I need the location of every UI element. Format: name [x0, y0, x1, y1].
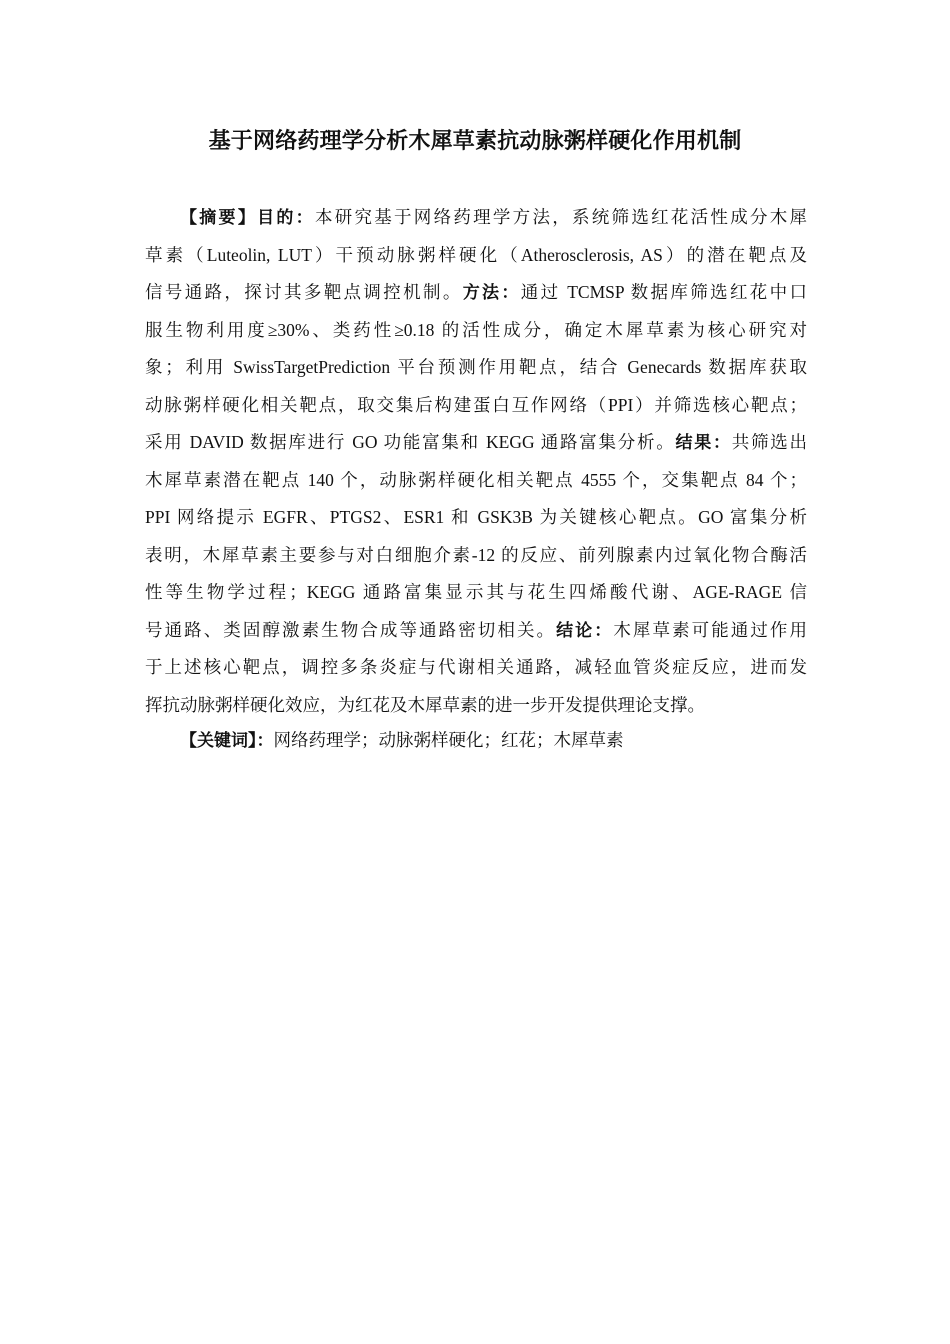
abstract-text: 表明，木犀草素主要参与对白细胞介素-12 的反应、前列腺素内过氧化物合酶活: [145, 544, 807, 565]
abstract-line: [145, 387, 807, 425]
abstract-line: [145, 237, 807, 275]
methods-label: 方法：: [462, 283, 521, 303]
abstract-line: [145, 537, 807, 575]
abstract-label: 【摘要】: [180, 208, 258, 228]
results-label: 结果：: [675, 433, 732, 453]
abstract-text: 性等生物学过程；KEGG 通路富集显示其与花生四烯酸代谢、AGE-RAGE 信: [145, 582, 807, 602]
conclusion-label: 结论：: [556, 620, 614, 641]
abstract-text: 动脉粥样硬化相关靶点，取交集后构建蛋白互作网络（PPI）并筛选核心靶点；: [145, 394, 807, 415]
abstract-text: PPI 网络提示 EGFR、PTGS2、ESR1 和 GSK3B 为关键核心靶点。GO 富集分析: [145, 507, 807, 527]
keywords-label: 【关键词】：: [180, 731, 274, 751]
abstract-text: 采用 DAVID 数据库进行 GO 功能富集和 KEGG 通路富集分析。: [145, 432, 676, 452]
abstract-text: 共筛选出: [731, 432, 807, 452]
abstract-line: [145, 499, 807, 537]
keywords-section: [145, 722, 807, 761]
abstract-line: [145, 574, 807, 612]
abstract-text: 象；利用 SwissTargetPrediction 平台预测作用靶点，结合 Genecards 数据库获取: [145, 357, 807, 377]
paper-title: 基于网络药理学分析木犀草素抗动脉粥样硬化作用机制: [208, 129, 742, 154]
abstract-line: [145, 424, 807, 462]
abstract-text: 通过 TCMSP 数据库筛选红花中口: [520, 282, 808, 302]
abstract-line: [145, 312, 807, 350]
abstract-text: 号通路、类固醇激素生物合成等通路密切相关。: [145, 619, 557, 640]
abstract-text: 草素（Luteolin, LUT）干预动脉粥样硬化（Atherosclerosis, AS）的潜在靶点及: [145, 244, 807, 265]
abstract-text: 本研究基于网络药理学方法，系统筛选红花活性成分木犀: [314, 207, 808, 227]
abstract-text: 木犀草素可能通过作用: [613, 619, 808, 640]
abstract-text: 挥抗动脉粥样硬化效应，为红花及木犀草素的进一步开发提供理论支撑。: [145, 694, 705, 715]
abstract-line: [145, 612, 807, 650]
abstract-text: 木犀草素潜在靶点 140 个，动脉粥样硬化相关靶点 4555 个，交集靶点 84 个；: [145, 469, 807, 490]
objective-label: 目的：: [257, 208, 315, 228]
abstract-text: 于上述核心靶点，调控多条炎症与代谢相关通路，减轻血管炎症反应，进而发: [145, 657, 807, 677]
abstract-text: 服生物利用度≥30%、类药性≥0.18 的活性成分，确定木犀草素为核心研究对: [145, 319, 807, 340]
abstract-line: [145, 274, 807, 312]
abstract-text: 信号通路，探讨其多靶点调控机制。: [145, 282, 463, 302]
abstract-line: [145, 687, 807, 725]
abstract-line: [145, 462, 807, 500]
abstract-section: [145, 199, 807, 724]
keywords-text: 网络药理学；动脉粥样硬化；红花；木犀草素: [273, 730, 624, 750]
abstract-line: [145, 349, 807, 387]
abstract-line: [145, 649, 807, 687]
abstract-line: [145, 199, 807, 237]
